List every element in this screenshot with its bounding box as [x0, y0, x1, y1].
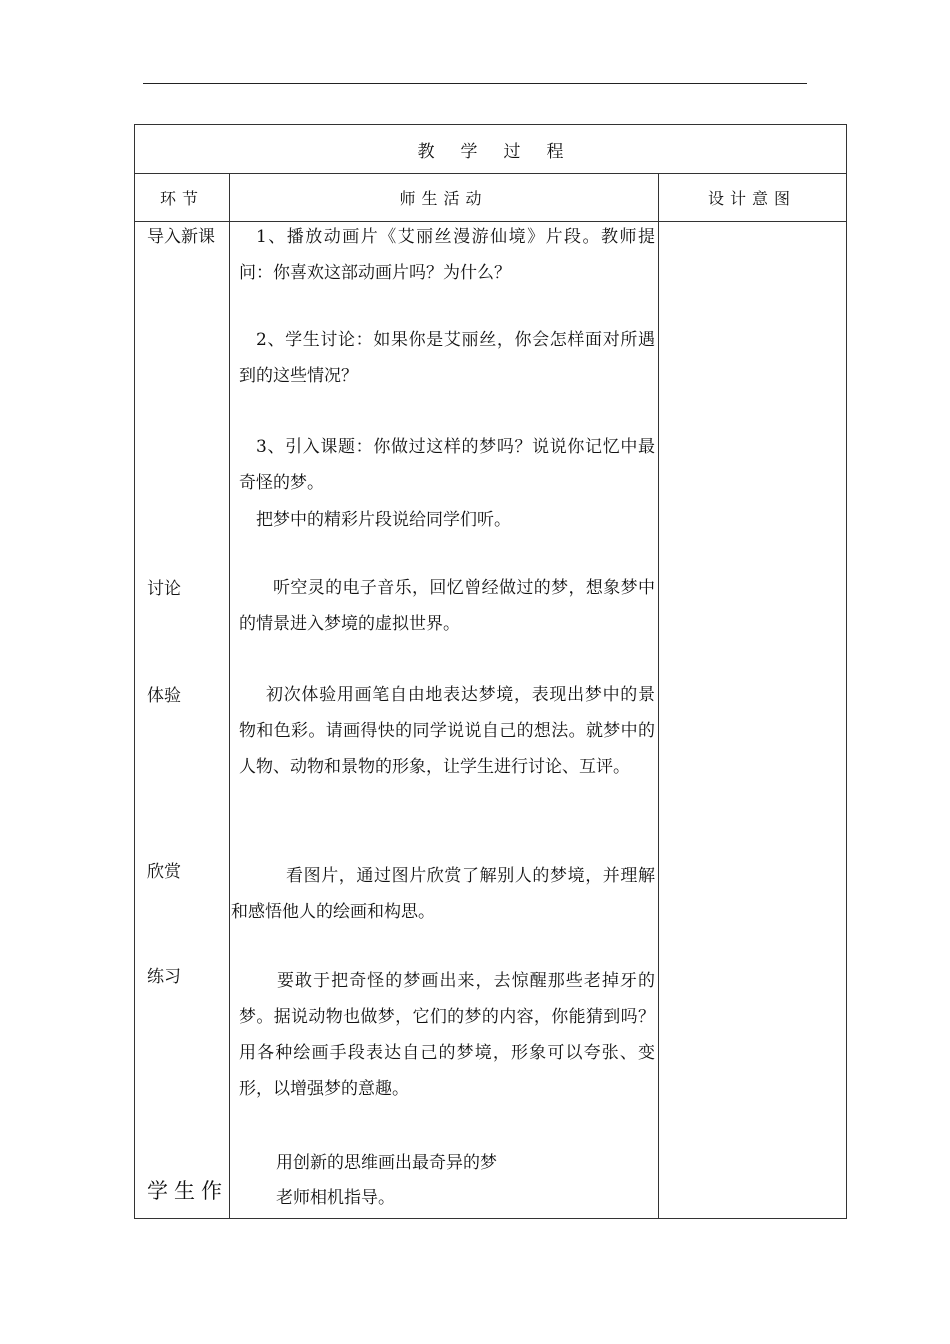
activity-paragraph: 老师相机指导。	[276, 1188, 395, 1208]
activity-paragraph: 把梦中的精彩片段说给同学们听。	[256, 510, 511, 530]
stage-discuss: 讨论	[147, 579, 181, 599]
column-divider	[658, 174, 659, 1218]
activity-paragraph: 要敢于把奇怪的梦画出来，去惊醒那些老掉牙的梦。据说动物也做梦，它们的梦的内容，你能猜到吗？用各种绘画手段表达自己的梦境，形象可以夸张、变形，以增强梦的意趣。	[239, 971, 655, 1099]
header-design: 设计意图	[658, 174, 846, 222]
header-stage: 环节	[135, 174, 229, 222]
stage-student-work: 学生作	[147, 1179, 228, 1203]
table-title: 教学过程	[135, 125, 846, 174]
activity-paragraph: 1、播放动画片《艾丽丝漫游仙境》片段。教师提问：你喜欢这部动画片吗？为什么？	[239, 227, 655, 283]
activity-paragraph: 用创新的思维画出最奇异的梦	[276, 1153, 497, 1173]
stage-appreciate: 欣赏	[147, 862, 181, 882]
stage-practice: 练习	[147, 967, 181, 987]
teaching-process-table	[134, 124, 847, 1219]
activity-paragraph: 2、学生讨论：如果你是艾丽丝，你会怎样面对所遇到的这些情况？	[239, 330, 655, 386]
header-rule	[143, 83, 807, 84]
header-activity: 师生活动	[229, 174, 658, 222]
stage-experience: 体验	[147, 686, 181, 706]
activity-paragraph: 听空灵的电子音乐，回忆曾经做过的梦，想象梦中的情景进入梦境的虚拟世界。	[239, 578, 655, 634]
activity-paragraph: 3、引入课题：你做过这样的梦吗？说说你记忆中最奇怪的梦。	[239, 437, 655, 493]
stage-intro: 导入新课	[147, 227, 215, 247]
activity-paragraph: 看图片，通过图片欣赏了解别人的梦境，并理解和感悟他人的绘画和构思。	[231, 866, 655, 922]
activity-paragraph: 初次体验用画笔自由地表达梦境，表现出梦中的景物和色彩。请画得快的同学说说自己的想法。就梦中的人物、动物和景物的形象，让学生进行讨论、互评。	[239, 685, 655, 777]
column-divider	[229, 174, 230, 1218]
